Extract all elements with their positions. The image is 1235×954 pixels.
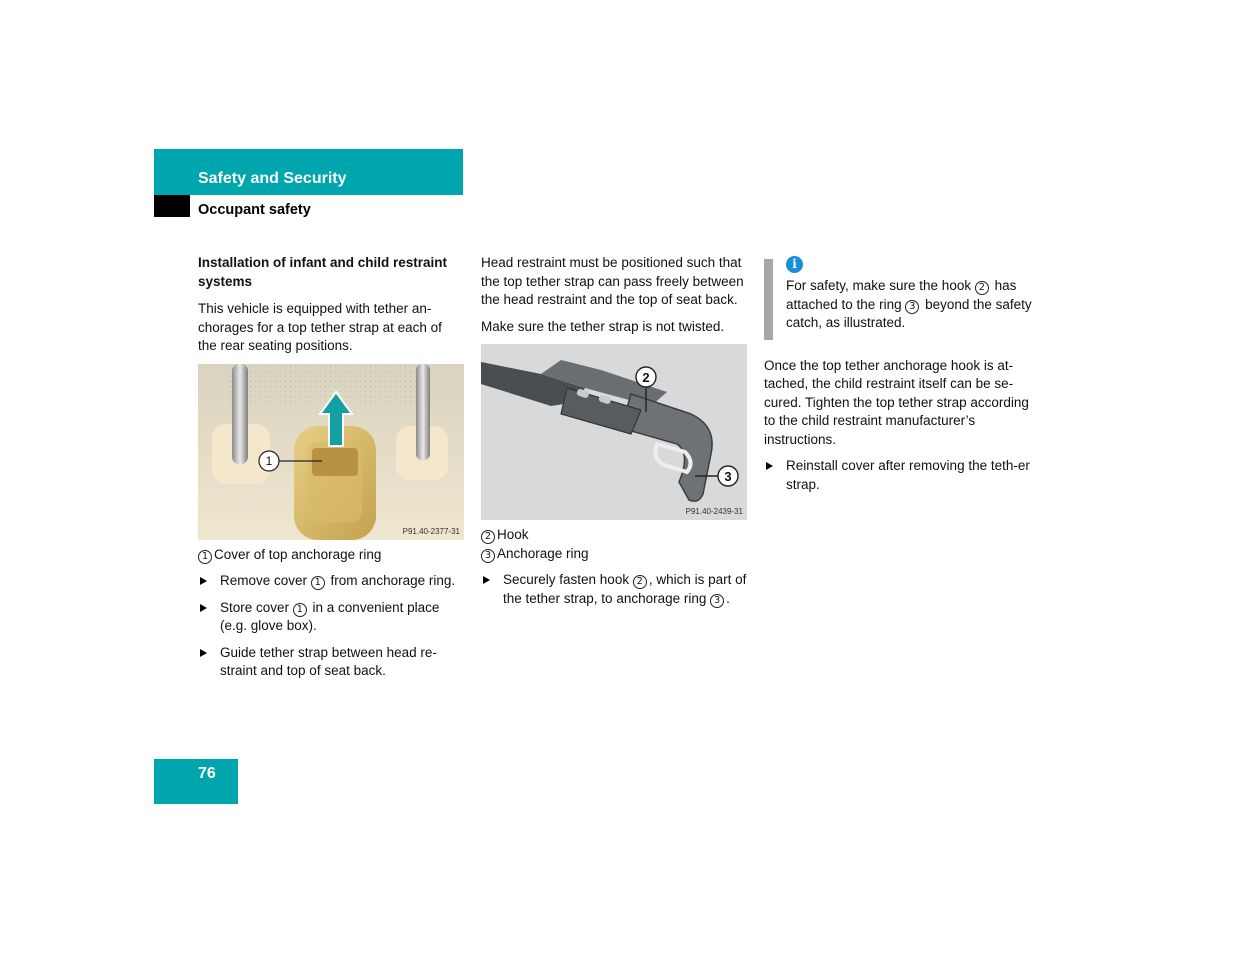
figure-callout-1: 1 <box>265 453 273 468</box>
caption-anchorage-ring <box>481 545 747 564</box>
paragraph-secure-restraint: Once the top tether anchorage hook is at-tached, the child restraint itself can be se-cured. Tighten the top tether strap according to the child restraint manufacturer’s instructions. <box>764 357 1029 447</box>
section-title: Safety and Security <box>198 170 347 187</box>
instruction-text: Securely fasten hook <box>503 572 633 587</box>
intro-paragraph: This vehicle is equipped with tether an-chorages for a top tether strap at each of the rear seating positions. <box>198 301 442 353</box>
figure-anchorage-cover <box>198 364 464 540</box>
hook-illustration <box>481 344 747 520</box>
callout-number: 3 <box>481 549 495 563</box>
bullet-arrow-icon <box>200 649 207 657</box>
callout-number: 1 <box>198 550 212 564</box>
callout-number: 2 <box>633 575 647 589</box>
seat-back-illustration <box>198 364 464 540</box>
callout-number: 2 <box>975 281 989 295</box>
header-marker <box>154 195 190 217</box>
callout-number: 1 <box>311 576 325 590</box>
instruction-text: Reinstall cover after removing the teth-er strap. <box>786 458 1030 492</box>
figure-hook-ring <box>481 344 747 520</box>
figure-code: P91.40-2377-31 <box>402 526 460 536</box>
caption-text: Anchorage ring <box>497 545 589 561</box>
figure-callout-3: 3 <box>724 469 732 484</box>
figure-code: P91.40-2439-31 <box>685 507 743 516</box>
column-3 <box>764 254 1034 502</box>
figure-callout-2: 2 <box>642 370 650 385</box>
bullet-arrow-icon <box>200 604 207 612</box>
instruction-store-cover <box>198 599 464 636</box>
column-1 <box>198 254 464 689</box>
instruction-text: . <box>726 590 730 606</box>
info-note <box>764 256 1034 333</box>
instruction-text: in a convenient place (e.g. glove box). <box>220 599 440 633</box>
info-icon: i <box>786 256 803 273</box>
page-number: 76 <box>198 765 216 782</box>
caption-1 <box>198 546 464 565</box>
instruction-text: Guide tether strap between head re-straint and top of seat back. <box>220 644 437 678</box>
info-text-part: For safety, make sure the hook <box>786 278 975 293</box>
info-text <box>786 277 1034 333</box>
bullet-arrow-icon <box>483 576 490 584</box>
bullet-arrow-icon <box>766 462 773 470</box>
callout-number: 2 <box>481 530 495 544</box>
section-heading: Installation of infant and child restraint systems <box>198 255 448 289</box>
paragraph-head-restraint: Head restraint must be positioned such that the top tether strap can pass freely between the head restraint and the top of seat back. <box>481 255 744 307</box>
info-text-part: beyond the safety catch, as illustrated. <box>786 296 1032 330</box>
callout-number: 1 <box>293 603 307 617</box>
instruction-reinstall-cover <box>764 457 1034 494</box>
info-text-part: has attached to the ring <box>786 278 1017 312</box>
page-number-box <box>154 759 238 804</box>
caption-text: Hook <box>497 527 529 542</box>
instruction-text: from anchorage ring. <box>326 573 456 588</box>
paragraph-not-twisted: Make sure the tether strap is not twisted. <box>481 318 725 334</box>
subsection-title: Occupant safety <box>198 202 311 218</box>
bullet-arrow-icon <box>200 577 207 585</box>
info-bar <box>764 259 773 340</box>
instruction-text: , which is part of the tether strap, to anchorage ring <box>503 572 747 606</box>
instruction-guide-strap <box>198 644 464 681</box>
instruction-text: Remove cover <box>220 573 311 588</box>
callout-number: 3 <box>710 594 724 608</box>
callout-number: 3 <box>905 300 919 314</box>
instruction-fasten-hook <box>481 571 747 608</box>
caption-text: Cover of top anchorage ring <box>214 546 382 562</box>
instruction-remove-cover <box>198 572 464 591</box>
caption-hook <box>481 526 747 545</box>
instruction-text: Store cover <box>220 599 293 615</box>
column-2 <box>481 254 747 616</box>
